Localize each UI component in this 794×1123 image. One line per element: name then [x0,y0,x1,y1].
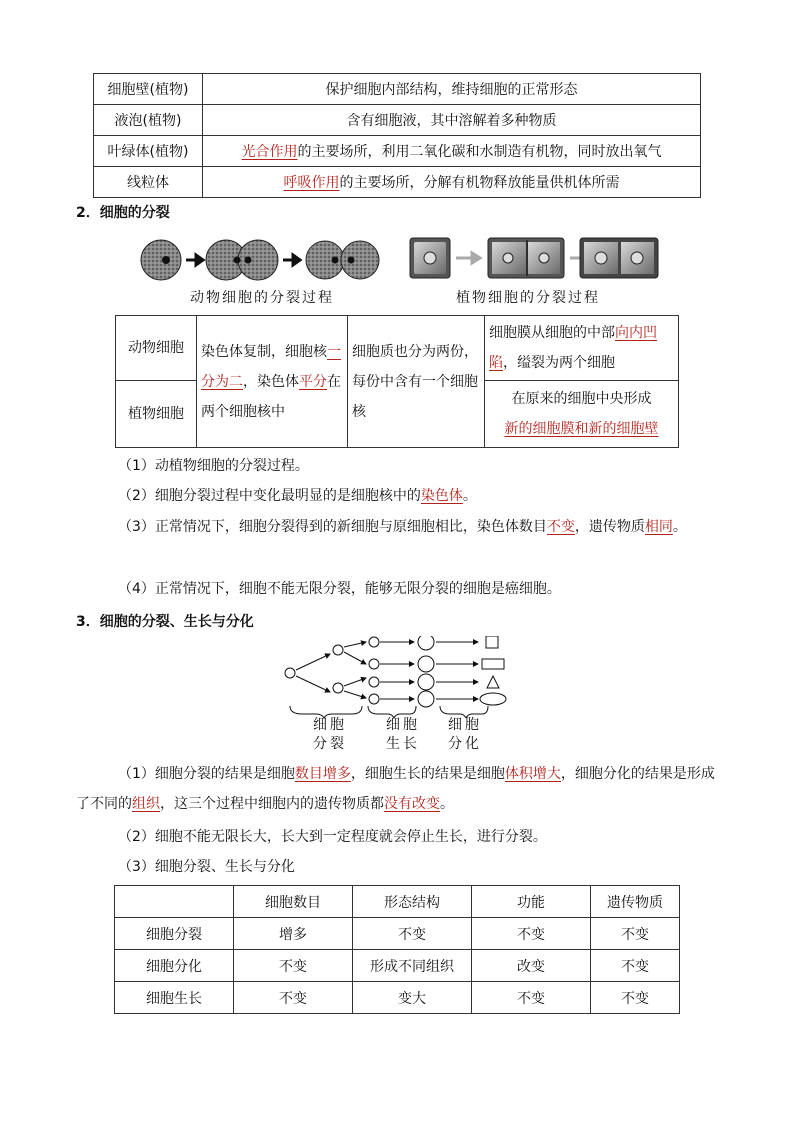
label-division: 细胞 分裂 [313,717,347,752]
keyword: 相同 [644,519,673,535]
paragraph: （3）正常情况下，细胞分裂得到的新细胞与原细胞相比，染色体数目不变，遗传物质相同。 [118,519,687,535]
keyword: 染色体 [420,488,463,504]
table-row [116,316,679,381]
process-compare-table [114,885,680,1014]
column-header: 形态结构 [353,886,472,918]
animal-daughter-cells [306,241,379,279]
oval-tissue [480,693,506,705]
keyword: 体积增大 [504,766,561,782]
column-header: 遗传物质 [591,886,680,918]
plant-daughter-cells [580,238,658,278]
arrow-icon [283,255,300,265]
keyword: 一分为二 [201,343,341,390]
label-growth: 细胞 生长 [386,717,420,752]
section-2-heading: 2．细胞的分裂 [76,205,170,221]
column-header [115,886,234,918]
square-tissue [486,636,498,648]
keyword: 没有改变 [384,796,440,812]
mother-cell [285,668,295,678]
division-compare-table [115,315,679,448]
keyword: 不变 [546,519,575,535]
table-row: 细胞分裂 增多 不变 不变 不变 [115,918,680,950]
plant-membrane-cell: 在原来的细胞中央形成 新的细胞膜和新的细胞壁 [485,381,679,448]
animal-caption: 动物细胞的分裂过程 [190,290,334,306]
organelle-name: 叶绿体(植物) [94,136,203,167]
keyword: 呼吸作用 [283,175,340,191]
nucleus-cell: 染色体复制，细胞核一分为二，染色体平分在两个细胞核中 [197,316,348,448]
row-label-plant: 植物细胞 [116,381,197,448]
cytoplasm-cell: 细胞质也分为两份，每份中含有一个细胞核 [348,316,485,448]
organelle-desc: 呼吸作用的主要场所，分解有机物释放能量供机体所需 [203,167,701,198]
keyword: 新的细胞膜和新的细胞壁 [504,421,659,437]
row-label-animal: 动物细胞 [116,316,197,381]
table-row [94,105,701,136]
section-3-heading: 3．细胞的分裂、生长与分化 [76,614,254,630]
plant-caption: 植物细胞的分裂过程 [456,290,600,306]
paragraph: （2）细胞不能无限长大，长大到一定程度就会停止生长，进行分裂。 [118,829,547,845]
triangle-tissue [487,676,499,688]
organelle-table [93,73,701,198]
organelle-desc: 光合作用的主要场所，利用二氧化碳和水制造有机物，同时放出氧气 [203,136,701,167]
keyword: 向内凹陷 [489,325,657,371]
animal-membrane-cell: 细胞膜从细胞的中部向内凹陷，缢裂为两个细胞 [485,316,679,381]
paragraph: （2）细胞分裂过程中变化最明显的是细胞核中的染色体。 [118,488,477,504]
keyword: 分 [313,373,327,390]
paragraph: （1）动植物细胞的分裂过程。 [118,458,309,474]
column-header: 功能 [472,886,591,918]
organelle-desc: 保护细胞内部结构，维持细胞的正常形态 [203,74,701,105]
column-header: 细胞数目 [234,886,353,918]
plant-cell-dividing [488,238,564,278]
organelle-name: 线粒体 [94,167,203,198]
animal-cell [141,240,181,280]
keyword: 组织 [132,796,160,812]
organelle-name: 液泡(植物) [94,105,203,136]
table-row: 细胞分化 不变 形成不同组织 改变 不变 [115,950,680,982]
organelle-name: 细胞壁(植物) [94,74,203,105]
label-differentiation: 细胞 分化 [448,717,482,752]
keyword: 平 [299,373,313,390]
table-row [94,167,701,198]
plant-cell [410,238,450,278]
animal-cell-division-figure [140,236,380,284]
arrow-icon [186,255,203,265]
organelle-desc: 含有细胞液，其中溶解着多种物质 [203,105,701,136]
table-row: 细胞生长 不变 变大 不变 不变 [115,982,680,1014]
table-header-row [115,886,680,918]
paragraph: （3）细胞分裂、生长与分化 [118,859,295,875]
arrow-icon [456,253,480,263]
table-row [94,136,701,167]
paragraph: （4）正常情况下，细胞不能无限分裂，能够无限分裂的细胞是癌细胞。 [118,581,561,597]
animal-cell-dividing [206,240,278,280]
paragraph: （1）细胞分裂的结果是细胞数目增多，细胞生长的结果是细胞体积增大，细胞分化的结果是形成了不同的组织，这三个过程中细胞内的遗传物质都没有改变。 [76,766,715,812]
rect-tissue [482,659,504,669]
table-row [94,74,701,105]
plant-cell-division-figure [408,236,660,282]
keyword: 数目增多 [294,766,351,782]
keyword: 光合作用 [241,144,298,160]
cell-process-diagram [282,636,518,718]
